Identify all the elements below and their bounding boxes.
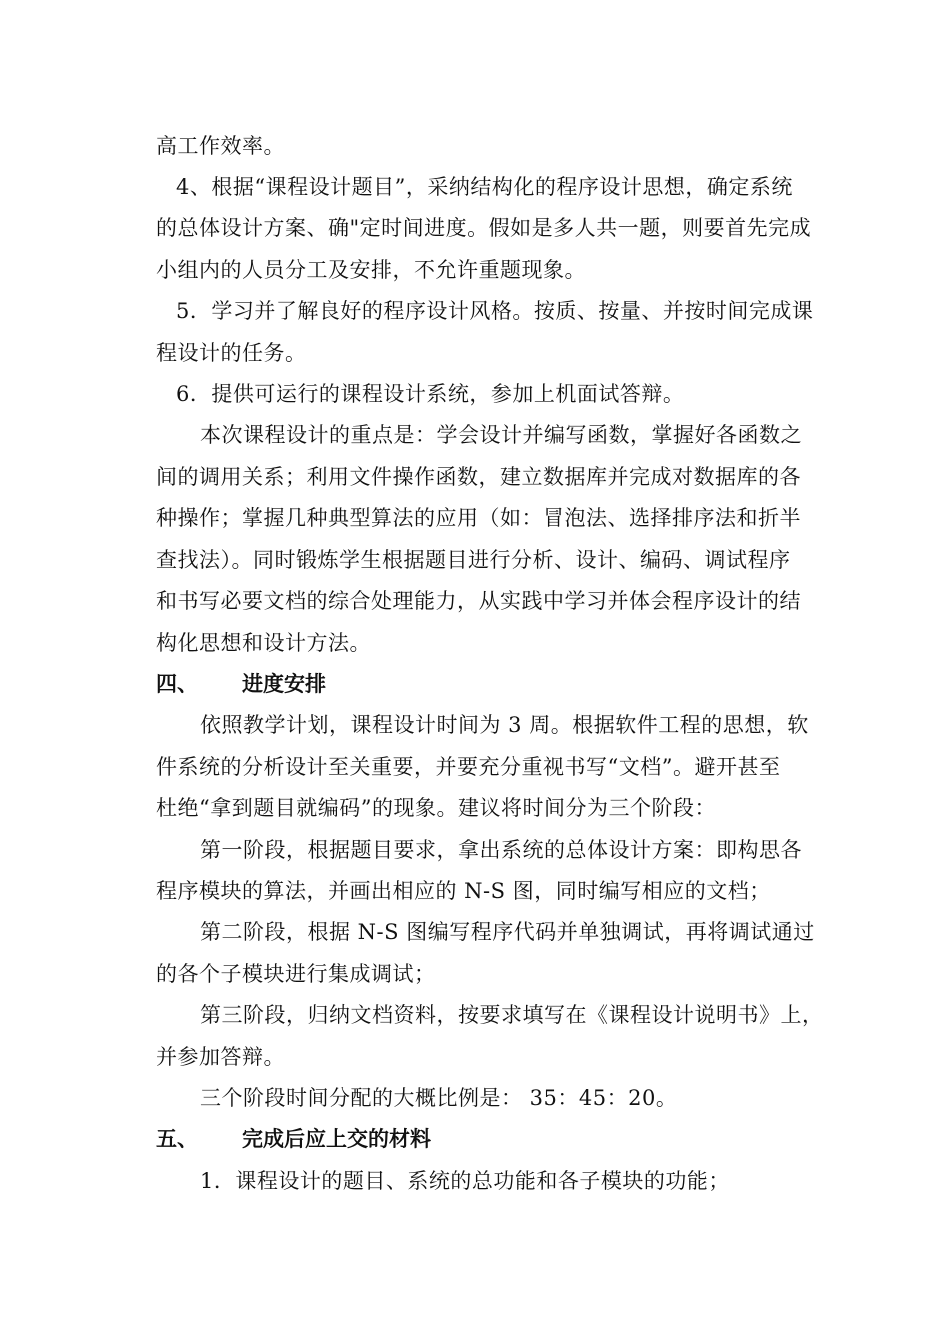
paragraph-line: 和书写必要文档的综合处理能力，从实践中学习并体会程序设计的结 [156, 589, 801, 613]
paragraph-line: 高工作效率。 [156, 134, 285, 158]
paragraph-line: 间的调用关系；利用文件操作函数，建立数据库并完成对数据库的各 [156, 465, 801, 489]
paragraph-line: 杜绝“拿到题目就编码”的现象。建议将时间分为三个阶段： [156, 796, 716, 820]
section-number: 四、 [156, 671, 198, 696]
paragraph-line: 依照教学计划，课程设计时间为 3 周。根据软件工程的思想，软 [200, 713, 809, 737]
paragraph-line: 第三阶段，归纳文档资料，按要求填写在《课程设计说明书》上， [200, 1003, 824, 1027]
paragraph-line: 种操作；掌握几种典型算法的应用（如：冒泡法、选择排序法和折半 [156, 506, 801, 530]
section-title: 完成后应上交的材料 [242, 1126, 431, 1151]
paragraph-line: 件系统的分析设计至关重要，并要充分重视书写“文档”。避开甚至 [156, 755, 781, 779]
list-item-line: 5．学习并了解良好的程序设计风格。按质、按量、并按时间完成课 [176, 299, 814, 323]
paragraph-line: 第二阶段，根据 N-S 图编写程序代码并单独调试，再将调试通过 [200, 920, 815, 944]
section-heading [156, 669, 326, 699]
list-item-line: 4、根据“课程设计题目”，采纳结构化的程序设计思想，确定系统 [176, 175, 793, 199]
paragraph-line: 构化思想和设计方法。 [156, 631, 371, 655]
paragraph-line: 的总体设计方案、确"定时间进度。假如是多人共一题，则要首先完成 [156, 216, 812, 240]
paragraph-line: 的各个子模块进行集成调试； [156, 962, 436, 986]
list-item-line: 1．课程设计的题目、系统的总功能和各子模块的功能； [200, 1169, 730, 1193]
paragraph-line: 程序模块的算法，并画出相应的 N-S 图，同时编写相应的文档； [156, 879, 771, 903]
paragraph-line: 本次课程设计的重点是：学会设计并编写函数，掌握好各函数之 [200, 423, 802, 447]
paragraph-line: 第一阶段，根据题目要求，拿出系统的总体设计方案：即构思各 [200, 838, 802, 862]
section-number: 五、 [156, 1126, 198, 1151]
paragraph-line: 查找法）。同时锻炼学生根据题目进行分析、设计、编码、调试程序 [156, 548, 791, 572]
paragraph-line: 小组内的人员分工及安排，不允许重题现象。 [156, 258, 586, 282]
paragraph-line: 并参加答辩。 [156, 1045, 285, 1069]
paragraph-line: 三个阶段时间分配的大概比例是： 35：45：20。 [200, 1086, 678, 1110]
list-item-line: 6．提供可运行的课程设计系统，参加上机面试答辩。 [176, 382, 685, 406]
paragraph-line: 程设计的任务。 [156, 341, 307, 365]
section-title: 进度安排 [242, 671, 326, 696]
section-heading [156, 1124, 431, 1154]
